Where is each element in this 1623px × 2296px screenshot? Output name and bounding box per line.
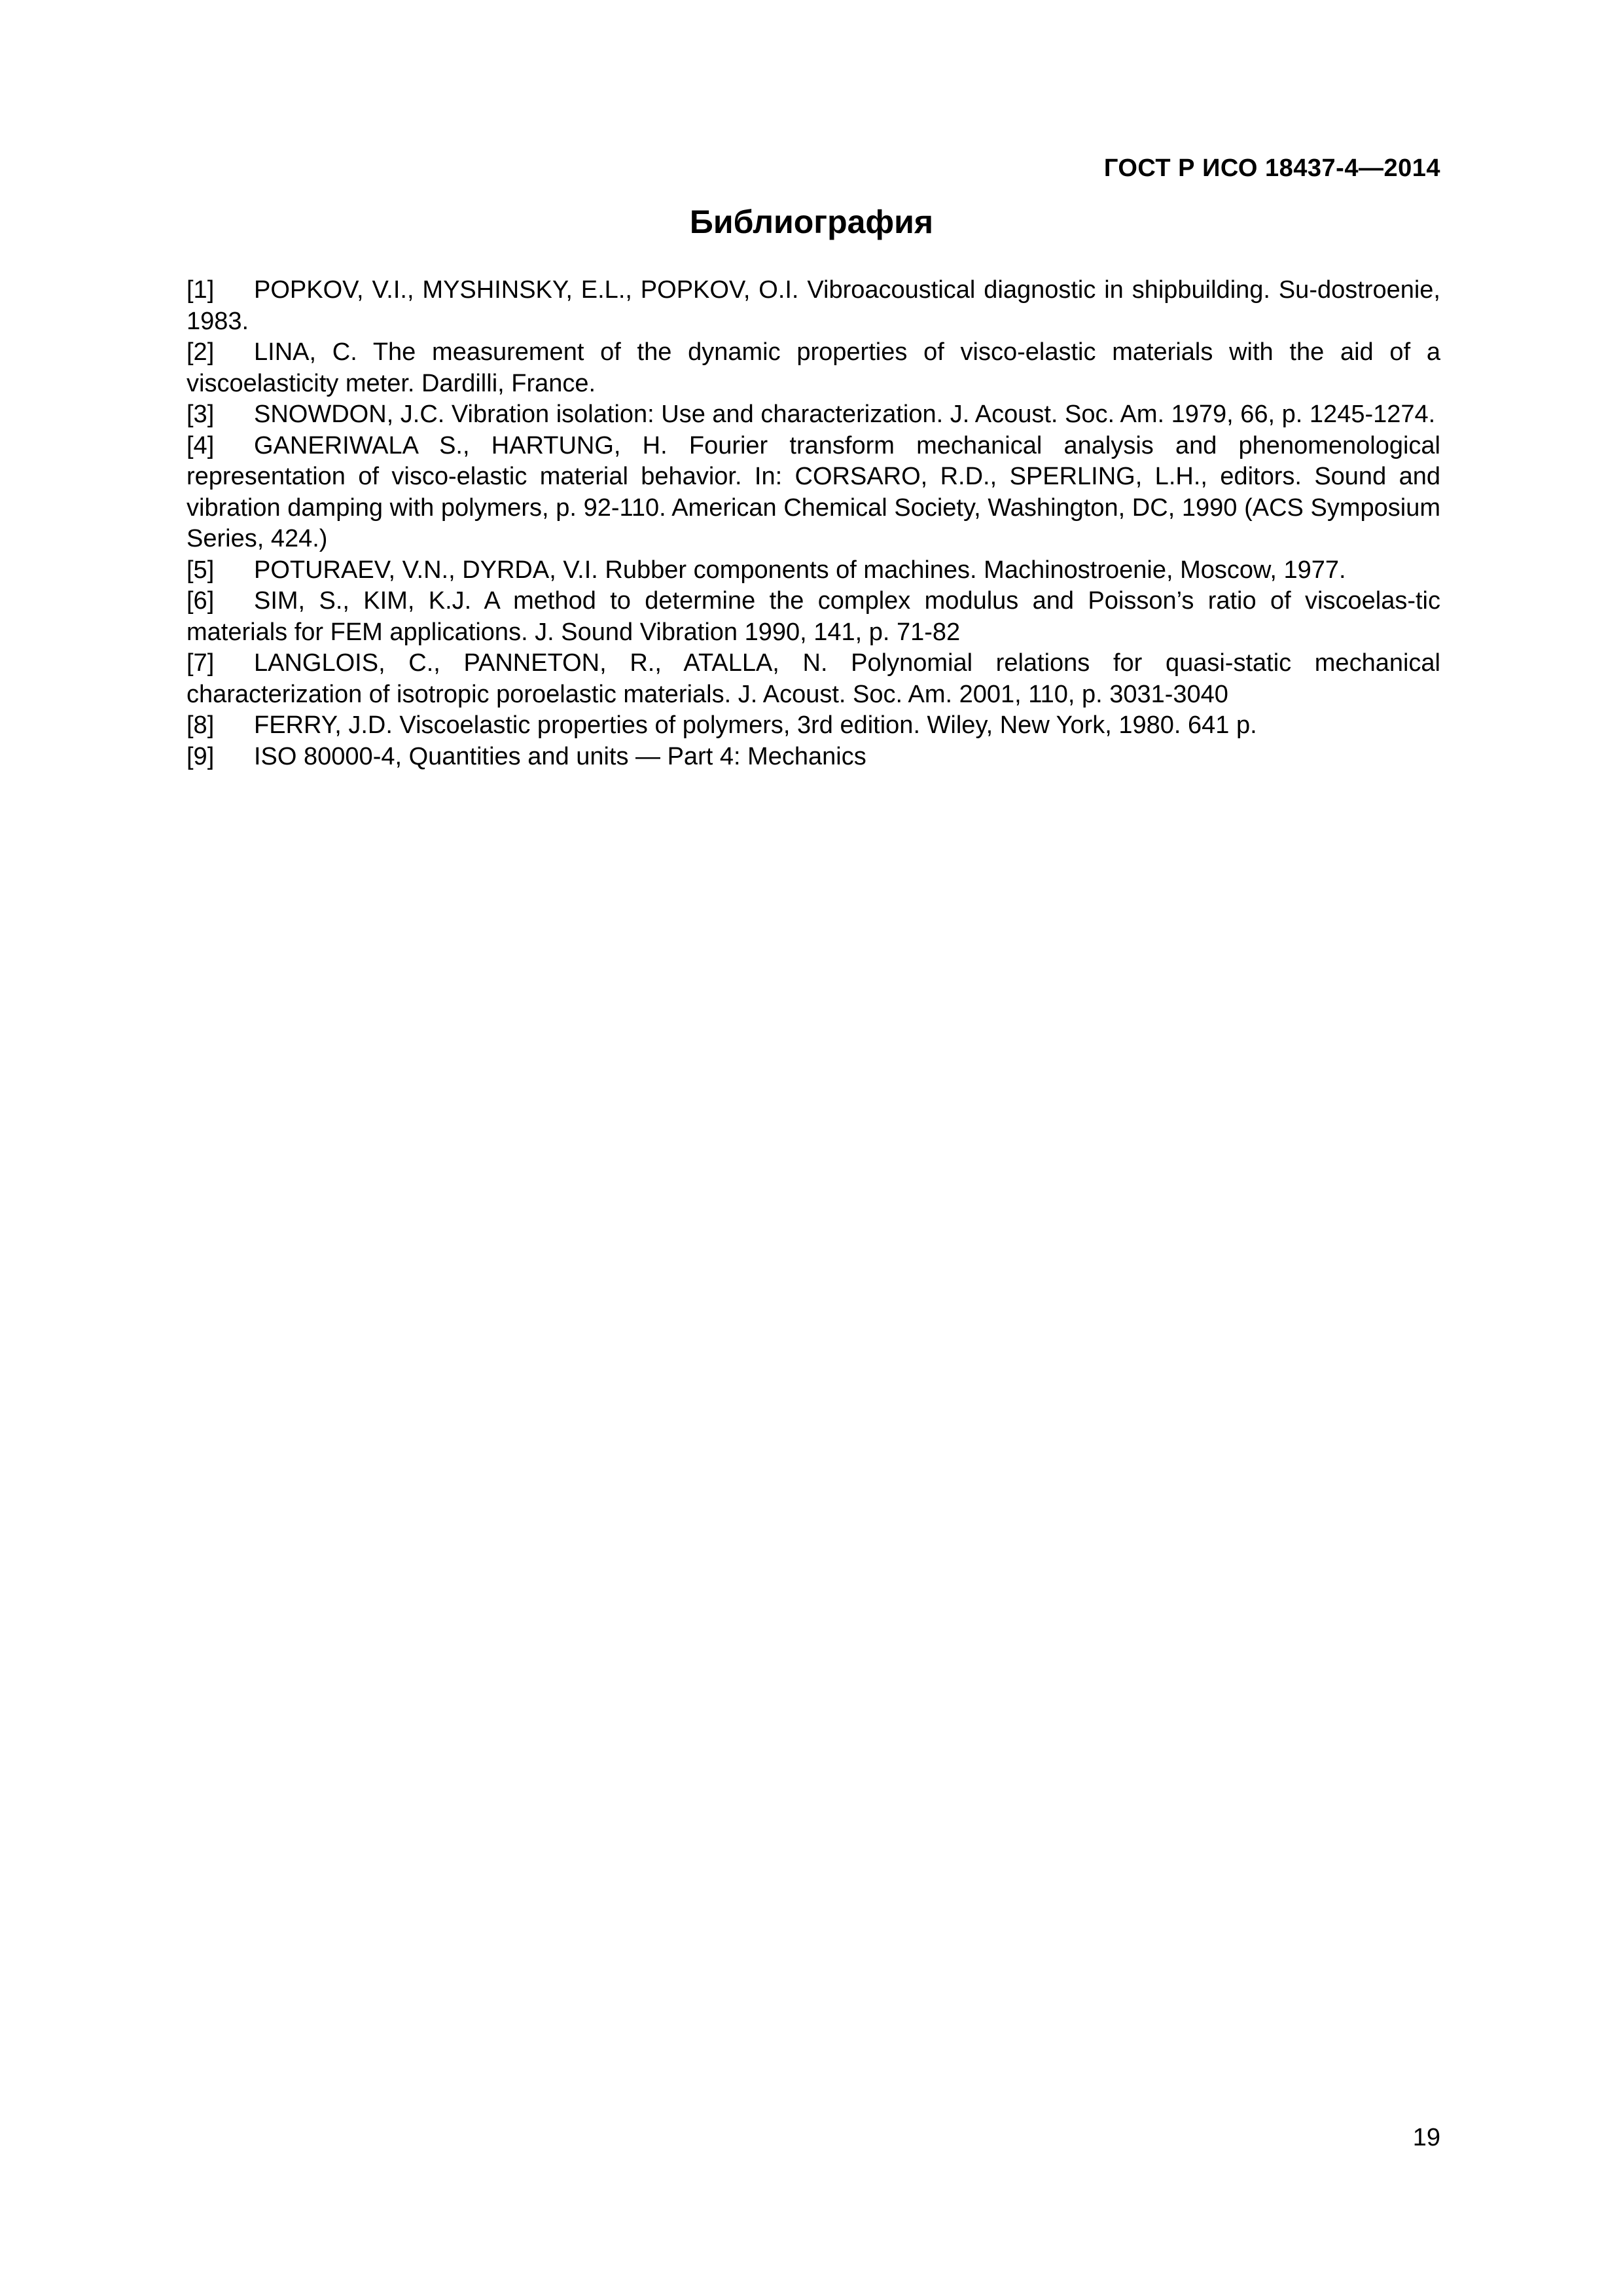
reference-text: GANERIWALA S., HARTUNG, H. Fourier transform mechanical analysis and phenomenological representation of visco-elastic material behavior. In: CORSARO, R.D., SPERLING, L.H., editors. Sound and vibration damping with polymers, p. 92-110. American Chemical Society, Washington, DC, 1990 (ACS Symposium Series, 424.): [187, 431, 1440, 552]
reference-number: [6]: [187, 587, 215, 615]
reference-text: POPKOV, V.I., MYSHINSKY, E.L., POPKOV, O.I. Vibroacoustical diagnostic in shipbuilding. Su-dostroenie, 1983.: [187, 276, 1440, 335]
reference-item: [187, 586, 1440, 648]
reference-number: [4]: [187, 431, 215, 459]
reference-number: [3]: [187, 401, 215, 428]
reference-text: LINA, C. The measurement of the dynamic properties of visco-elastic materials with the aid of a viscoelasticity meter. Dardilli, France.: [187, 338, 1440, 397]
reference-number: [9]: [187, 742, 215, 770]
reference-item: [187, 648, 1440, 710]
reference-item: [187, 555, 1440, 586]
reference-text: FERRY, J.D. Viscoelastic properties of polymers, 3rd edition. Wiley, New York, 1980. 641 p.: [254, 711, 1257, 739]
reference-item: [187, 275, 1440, 337]
reference-text: SIM, S., KIM, K.J. A method to determine the complex modulus and Poisson’s ratio of viscoelas-tic materials for FEM applications. J. Sound Vibration 1990, 141, p. 71-82: [187, 587, 1440, 646]
reference-number: [2]: [187, 338, 215, 366]
reference-text: POTURAEV, V.N., DYRDA, V.I. Rubber components of machines. Machinostroenie, Moscow, 1977.: [254, 556, 1346, 584]
reference-item: [187, 337, 1440, 399]
page-title: Библиография: [689, 204, 934, 240]
reference-item: [187, 399, 1440, 431]
reference-item: [187, 710, 1440, 742]
bibliography-list: [187, 275, 1440, 772]
reference-item: [187, 742, 1440, 773]
page-number: 19: [1412, 2124, 1440, 2151]
reference-number: [5]: [187, 556, 215, 584]
reference-number: [1]: [187, 276, 215, 304]
reference-item: [187, 431, 1440, 555]
document-header-standard: ГОСТ Р ИСО 18437-4—2014: [1103, 154, 1440, 182]
reference-number: [8]: [187, 711, 215, 739]
reference-text: LANGLOIS, C., PANNETON, R., ATALLA, N. Polynomial relations for quasi-static mechanical characterization of isotropic poroelastic materials. J. Acoust. Soc. Am. 2001, 110, p. 3031-3040: [187, 649, 1440, 708]
reference-text: ISO 80000-4, Quantities and units — Part 4: Mechanics: [254, 742, 866, 770]
reference-number: [7]: [187, 649, 215, 677]
reference-text: SNOWDON, J.C. Vibration isolation: Use and characterization. J. Acoust. Soc. Am. 1979, 66, p. 1245-1274.: [254, 401, 1436, 428]
